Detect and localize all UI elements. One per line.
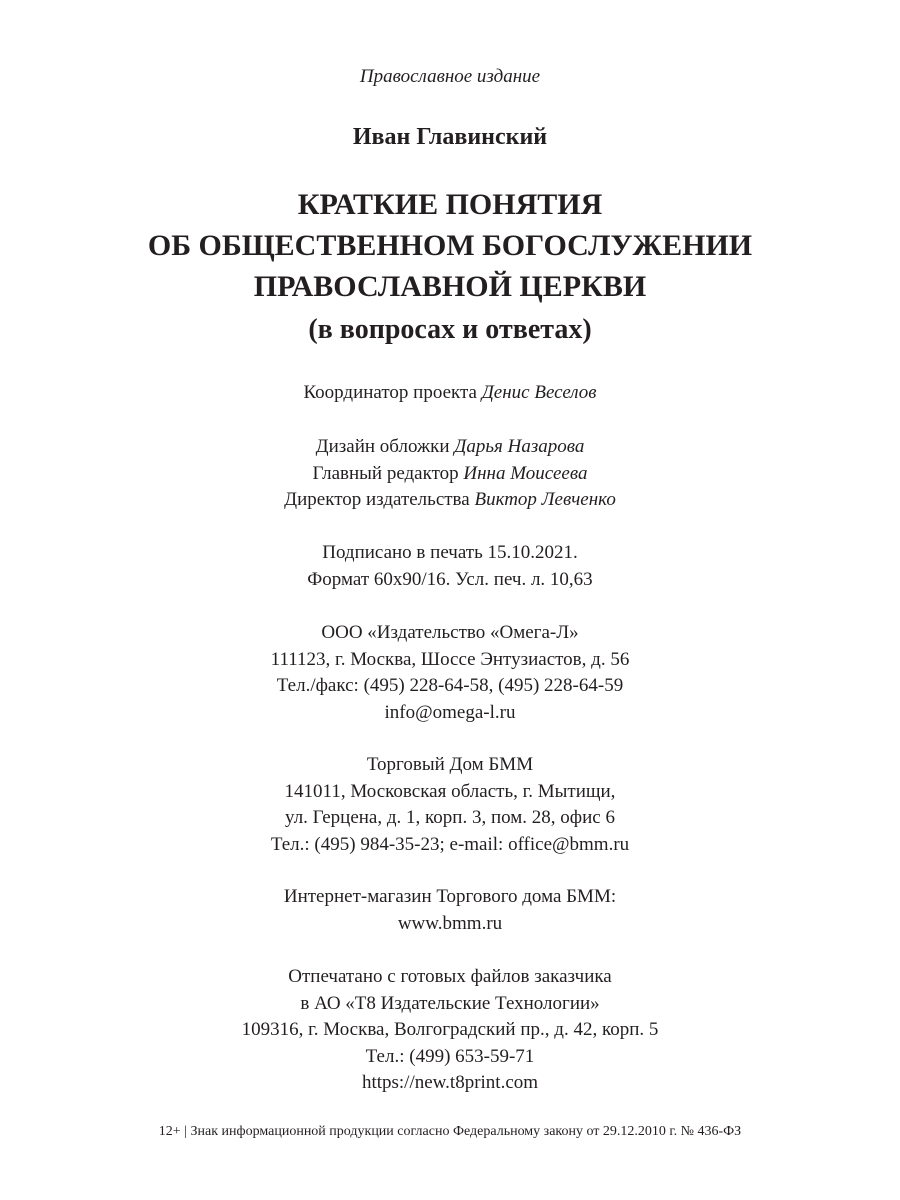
credit-role: Главный редактор [312, 462, 459, 484]
title-line: ОБ ОБЩЕСТВЕННОМ БОГОСЛУЖЕНИИ [147, 229, 753, 262]
staff-credits [0, 434, 900, 514]
edition-label: Православное издание [359, 66, 541, 87]
trade-house-line: ул. Герцена, д. 1, корп. 3, пом. 28, офис 6 [285, 807, 615, 828]
publisher-line: 111123, г. Москва, Шоссе Энтузиастов, д. 56 [270, 648, 630, 670]
publisher-line: Тел./факс: (495) 228-64-58, (495) 228-64-59 [276, 675, 624, 696]
printer-url: https://new.t8print.com [361, 1072, 539, 1093]
online-shop-url: www.bmm.ru [397, 912, 503, 934]
author-name: Иван Главинский [352, 124, 548, 150]
chief-editor-credit [0, 461, 900, 488]
printer-line: Тел.: (499) 653-59-71 [365, 1045, 535, 1067]
printer-info [0, 964, 900, 1097]
coordinator-credit [0, 380, 900, 407]
print-info-line: Формат 60x90/16. Усл. печ. л. 10,63 [307, 568, 593, 590]
credit-name: Виктор Левченко [474, 489, 616, 510]
trade-house-info [0, 752, 900, 858]
credit-role: Координатор проекта [303, 382, 477, 403]
credit-name: Дарья Назарова [454, 436, 585, 457]
publisher-line: ООО «Издательство «Омега-Л» [321, 622, 579, 643]
trade-house-line: Торговый Дом БММ [366, 754, 534, 775]
cover-design-credit [0, 434, 900, 461]
book-title [0, 184, 900, 307]
book-subtitle: (в вопросах и ответах) [308, 314, 592, 345]
online-shop-line: Интернет-магазин Торгового дома БММ: [283, 886, 617, 907]
credit-name: Денис Веселов [481, 382, 597, 403]
print-info-line: Подписано в печать 15.10.2021. [322, 542, 578, 563]
title-line: КРАТКИЕ ПОНЯТИЯ [297, 188, 603, 221]
printer-line: 109316, г. Москва, Волгоградский пр., д. 42, корп. 5 [241, 1019, 659, 1040]
print-info [0, 540, 900, 593]
publisher-email: info@omega-l.ru [384, 701, 516, 723]
credit-name: Инна Моисеева [463, 462, 588, 484]
online-shop-info [0, 884, 900, 937]
trade-house-line: Тел.: (495) 984-35-23; e-mail: office@bmm.ru [270, 833, 630, 855]
credit-role: Дизайн обложки [315, 436, 450, 457]
director-credit [0, 487, 900, 514]
printer-line: в АО «Т8 Издательские Технологии» [300, 992, 600, 1014]
age-rating-footer: 12+ | Знак информационной продукции согласно Федеральному закону от 29.12.2010 г. № 436-ФЗ [158, 1124, 742, 1139]
trade-house-line: 141011, Московская область, г. Мытищи, [284, 780, 616, 802]
printer-line: Отпечатано с готовых файлов заказчика [288, 966, 612, 987]
title-line: ПРАВОСЛАВНОЙ ЦЕРКВИ [253, 270, 647, 303]
publisher-info [0, 620, 900, 726]
credit-role: Директор издательства [284, 489, 470, 510]
